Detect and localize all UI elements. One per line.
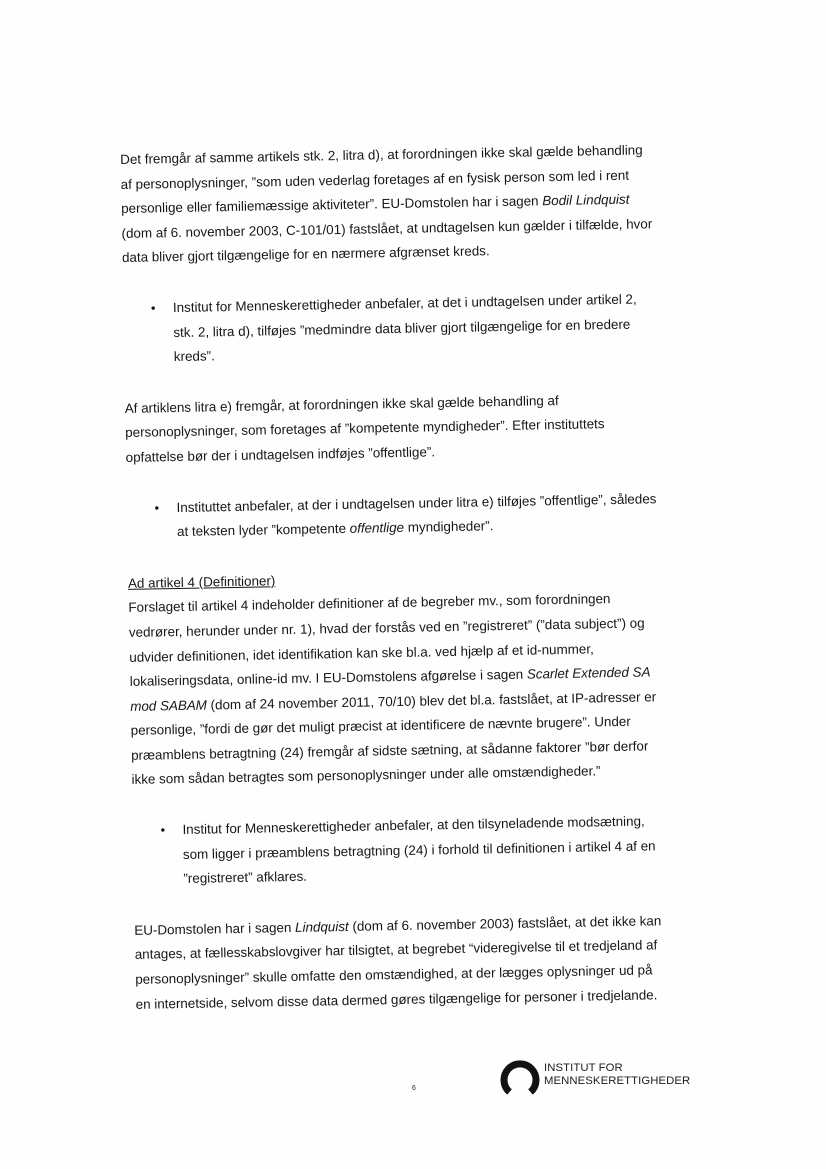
case-name: Lindquist bbox=[294, 918, 349, 935]
text-line: præamblens betragtning (24) fremgår af sidste sætning, at sådanne faktorer ”bør derfor bbox=[130, 738, 649, 763]
text-line: (dom af 6. november 2003, C-101/01) fastslået, at undtagelsen kun gælder i tilfælde, hvor bbox=[121, 216, 653, 241]
recommendation-bullet bbox=[123, 286, 699, 370]
text-line: Forslaget til artikel 4 indeholder definitioner af de begreber mv., som forordningen bbox=[128, 591, 611, 616]
text-line: Det fremgår af samme artikels stk. 2, litra d), at forordningen ikke skal gælde behandling bbox=[120, 142, 643, 167]
text-segment: lokaliseringsdata, online-id mv. I EU-Domstolens afgørelse i sagen bbox=[129, 666, 528, 690]
case-name: Bodil Lindquist bbox=[542, 191, 630, 209]
text-line: ”registreret” afklares. bbox=[183, 868, 308, 887]
text-segment: (dom af 6. november 2003) fastslået, at det ikke kan bbox=[348, 913, 662, 934]
text-segment: personlige eller familiemæssige aktiviteter”. EU-Domstolen har i sagen bbox=[120, 193, 543, 217]
logo-ring-icon bbox=[500, 1057, 540, 1097]
emphasized-word: offentlige bbox=[349, 519, 405, 536]
text-line: udvider definitionen, idet identifikation kan ske bl.a. ved hjælp af et id-nummer, bbox=[129, 640, 594, 665]
page-number: 6 bbox=[412, 1085, 416, 1092]
bullet-icon: • bbox=[154, 499, 160, 515]
paragraph-litra-e bbox=[125, 386, 701, 470]
text-line: af personoplysninger, ”som uden vederlag foretages af en fysisk person som led i rent bbox=[120, 167, 630, 192]
text-line: personoplysninger” skulle omfatte den omstændighed, at der lægges oplysninger ud på bbox=[135, 962, 653, 987]
text-line: som ligger i præamblens betragtning (24) i forhold til definitionen i artikel 4 af en bbox=[182, 837, 656, 862]
paragraph-scope-exemption bbox=[120, 137, 697, 270]
text-segment: at teksten lyder ”kompetente bbox=[176, 520, 350, 540]
logo-line: MENNESKERETTIGHEDER bbox=[544, 1075, 691, 1088]
bullet-icon: • bbox=[160, 822, 166, 838]
institute-logo bbox=[500, 1057, 700, 1097]
text-segment: (dom af 24 november 2011, 70/10) blev det bl.a. fastslået, at IP-adresser er bbox=[206, 688, 657, 713]
case-name: Scarlet Extended SA bbox=[526, 664, 651, 682]
logo-wordmark bbox=[544, 1062, 690, 1089]
text-line: antages, at fællesskabslovgiver har tilsigtet, at begrebet “videregivelse til et tredjeland af bbox=[134, 937, 658, 963]
recommendation-bullet bbox=[126, 486, 702, 546]
text-line: data bliver gjort tilgængelige for en nærmere afgrænset kreds. bbox=[121, 243, 490, 266]
text-line: kreds”. bbox=[173, 348, 215, 365]
paragraph-third-country-transfer bbox=[134, 908, 711, 1017]
recommendation-bullet bbox=[132, 808, 708, 892]
text-line: personoplysninger, som foretages af ”kompetente myndigheder”. Efter instituttets bbox=[125, 416, 605, 441]
section-heading: Ad artikel 4 (Definitioner) bbox=[127, 572, 276, 591]
text-line: opfattelse bør der i undtagelsen indføjes ”offentlige”. bbox=[125, 444, 436, 465]
text-line: Af artiklens litra e) fremgår, at forordningen ikke skal gælde behandling af bbox=[124, 392, 559, 416]
case-name: mod SABAM bbox=[130, 697, 208, 714]
text-line: Institut for Menneskerettigheder anbefaler, at det i undtagelsen under artikel 2, bbox=[172, 291, 637, 316]
text-line: Instituttet anbefaler, at der i undtagelsen under litra e) tilføjes ”offentlige”, således bbox=[176, 490, 657, 515]
text-line: Institut for Menneskerettigheder anbefaler, at den tilsyneladende modsætning, bbox=[182, 813, 645, 838]
logo-line: INSTITUT FOR bbox=[544, 1062, 623, 1074]
text-line: personlige, ”fordi de gør det muligt præcist at identificere de nævnte brugere”. Under bbox=[130, 714, 631, 739]
text-line: en internetside, selvom disse data dermed gøres tilgængelige for personer i tredjelande. bbox=[135, 986, 658, 1012]
document-body bbox=[120, 137, 711, 1017]
text-segment: EU-Domstolen har i sagen bbox=[134, 919, 296, 938]
text-line: stk. 2, litra d), tilføjes ”medmindre data bliver gjort tilgængelige for en bredere bbox=[173, 316, 631, 340]
text-segment: myndigheder”. bbox=[403, 518, 494, 535]
bullet-icon: • bbox=[150, 300, 156, 316]
text-line: vedrører, herunder under nr. 1), hvad der forstås ved en ”registreret” (”data subject”) og bbox=[128, 615, 645, 640]
text-line: ikke som sådan betragtes som personoplysninger under alle omstændigheder.” bbox=[131, 763, 601, 788]
paragraph-definitions bbox=[128, 561, 707, 793]
